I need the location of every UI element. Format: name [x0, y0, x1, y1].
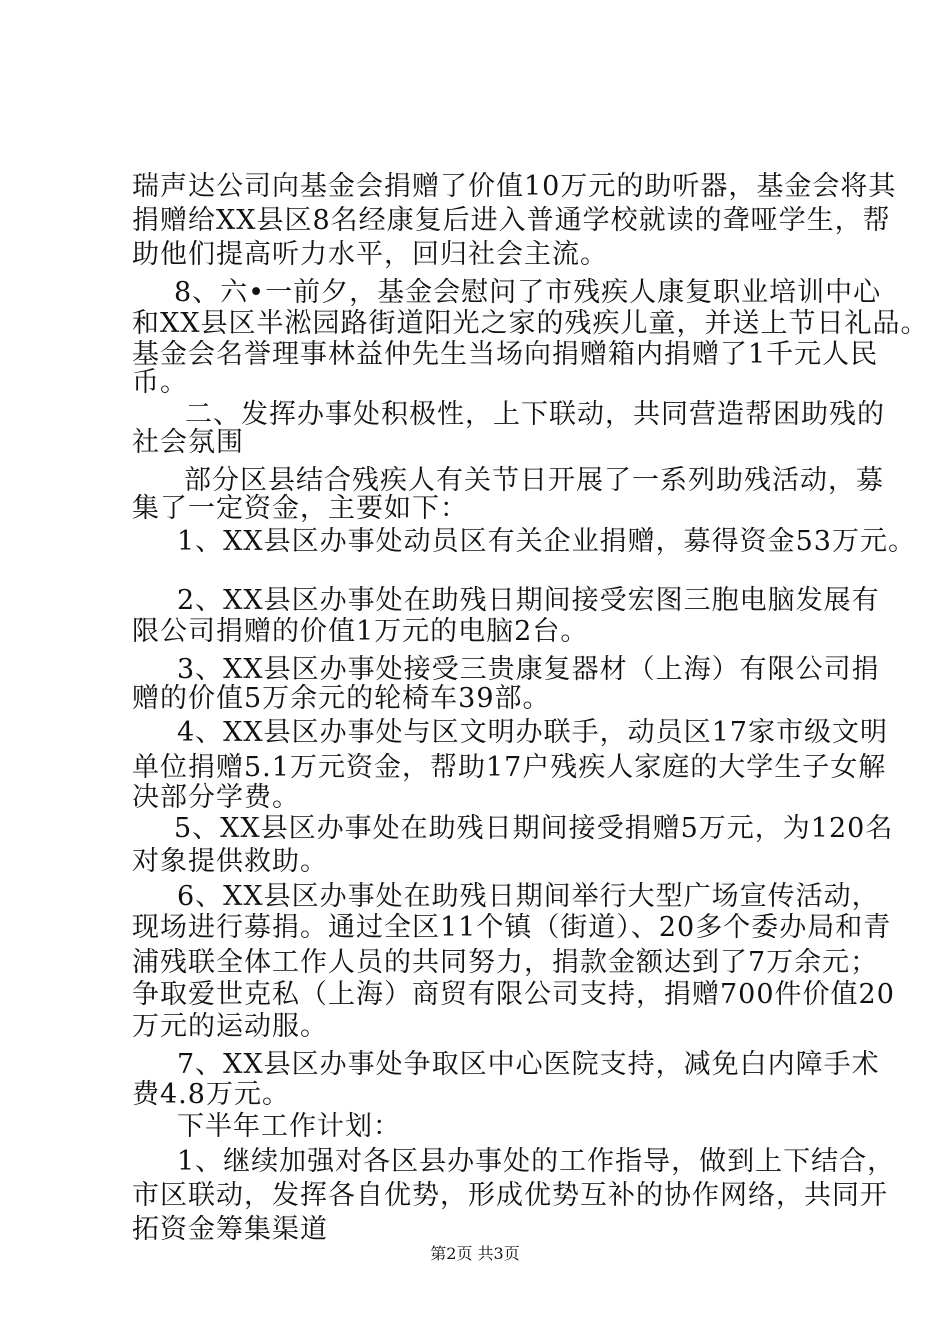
text-line: 集了一定资金，主要如下：	[132, 493, 468, 524]
text-line: 拓资金筹集渠道	[132, 1214, 328, 1245]
text-line: 部分区县结合残疾人有关节日开展了一系列助残活动，募	[184, 465, 884, 496]
section-heading: 二、发挥办事处积极性，上下联动，共同营造帮困助残的	[185, 399, 885, 430]
text-line: 基金会名誉理事林益仲先生当场向捐赠箱内捐赠了1千元人民	[132, 339, 879, 370]
text-line: 瑞声达公司向基金会捐赠了价值10万元的助听器，基金会将其	[132, 171, 897, 202]
list-item: 6、XX县区办事处在助残日期间举行大型广场宣传活动，	[177, 881, 880, 912]
text-line: 市区联动，发挥各自优势，形成优势互补的协作网络，共同开	[132, 1180, 888, 1211]
text-line: 8、六•一前夕，基金会慰问了市残疾人康复职业培训中心	[174, 277, 882, 308]
list-item: 3、XX县区办事处接受三贵康复器材（上海）有限公司捐	[177, 654, 880, 685]
page-number-footer: 第2页 共3页	[430, 1244, 520, 1263]
list-item: 4、XX县区办事处与区文明办联手，动员区17家市级文明	[177, 717, 888, 748]
list-item: 1、继续加强对各区县办事处的工作指导，做到上下结合，	[177, 1146, 896, 1177]
text-line: 币。	[132, 367, 188, 398]
list-item: 1、XX县区办事处动员区有关企业捐赠，募得资金53万元。	[177, 526, 916, 557]
text-line: 助他们提高听力水平，回归社会主流。	[132, 239, 608, 270]
text-line: 限公司捐赠的价值1万元的电脑2台。	[132, 616, 589, 647]
text-line: 赠的价值5万余元的轮椅车39部。	[132, 683, 551, 714]
text-line: 和XX县区半淞园路街道阳光之家的残疾儿童，并送上节日礼品。	[132, 308, 929, 339]
text-line: 浦残联全体工作人员的共同努力，捐款金额达到了7万余元；	[132, 947, 879, 978]
text-line: 费4.8万元。	[132, 1079, 290, 1110]
text-line: 现场进行募捐。通过全区11个镇（街道）、20多个委办局和青	[132, 912, 892, 943]
list-item: 2、XX县区办事处在助残日期间接受宏图三胞电脑发展有	[177, 585, 880, 616]
text-line: 对象提供救助。	[132, 846, 328, 877]
list-item: 7、XX县区办事处争取区中心医院支持，减免白内障手术	[177, 1049, 880, 1080]
section-heading: 社会氛围	[132, 427, 244, 458]
list-item: 5、XX县区办事处在助残日期间接受捐赠5万元，为120名	[174, 813, 894, 844]
text-line: 单位捐赠5.1万元资金，帮助17户残疾人家庭的大学生子女解	[132, 752, 887, 783]
text-line: 决部分学费。	[132, 782, 300, 813]
section-heading: 下半年工作计划：	[177, 1111, 401, 1142]
text-line: 捐赠给XX县区8名经康复后进入普通学校就读的聋哑学生，帮	[132, 205, 891, 236]
text-line: 争取爱世克私（上海）商贸有限公司支持，捐赠700件价值20	[132, 979, 895, 1010]
text-line: 万元的运动服。	[132, 1011, 328, 1042]
